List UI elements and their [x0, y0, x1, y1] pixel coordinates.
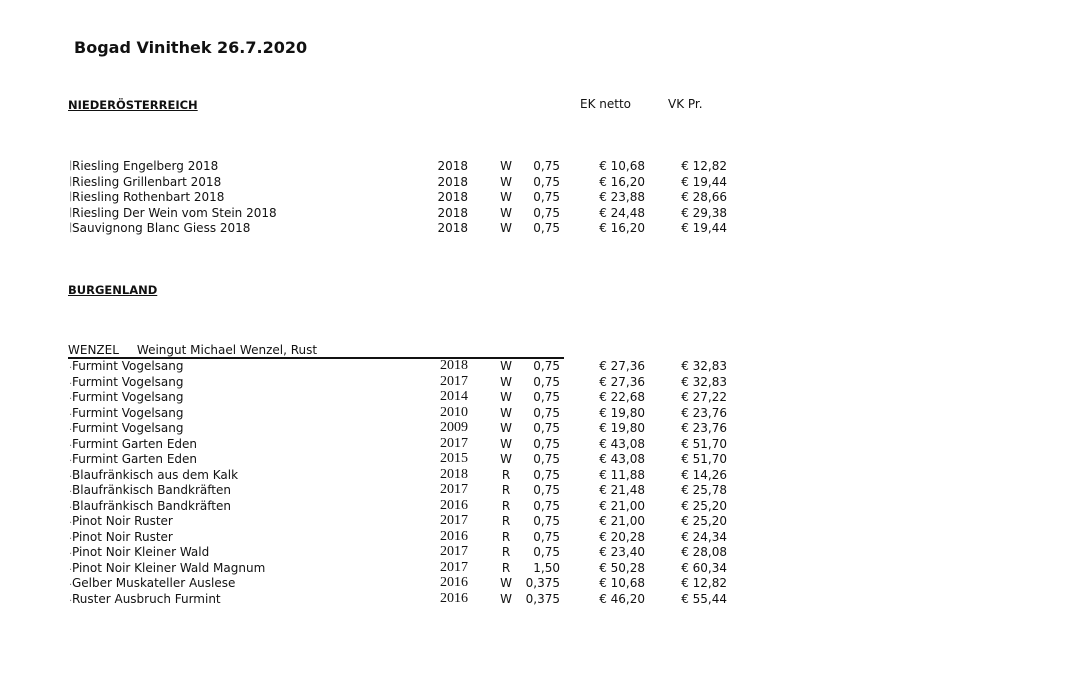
vintage-year: 2010: [440, 404, 468, 420]
bottle-size: 1,50: [533, 560, 560, 575]
bottle-size: 0,75: [533, 545, 560, 559]
table-row: [0, 530, 1080, 545]
table-row: [0, 514, 1080, 529]
bottle-size: 0,75: [533, 467, 560, 482]
bottle-size: 0,75: [533, 190, 560, 204]
wine-color: R: [501, 514, 511, 528]
ek-netto-price: € 23,88: [599, 190, 645, 204]
row-marker: .: [69, 499, 73, 511]
row-marker: .: [69, 468, 73, 480]
wine-color: W: [500, 221, 512, 235]
wine-name: Ruster Ausbruch Furmint: [72, 591, 221, 606]
table-row: [0, 421, 1080, 436]
bottle-size: 0,75: [533, 498, 560, 513]
bottle-size: 0,375: [525, 576, 560, 590]
row-marker: .: [69, 592, 73, 604]
vintage-year: 2018: [437, 205, 468, 220]
table-row: [0, 206, 1080, 221]
wine-name: Furmint Vogelsang: [72, 374, 184, 389]
vintage-year: 2017: [440, 482, 468, 497]
vintage-year: 2009: [440, 420, 468, 435]
column-header-vk-price: VK Pr.: [668, 97, 703, 111]
vk-price: € 55,44: [681, 591, 727, 606]
wine-color: W: [500, 405, 512, 420]
vk-price: € 27,22: [681, 390, 727, 404]
wine-color: R: [501, 483, 511, 497]
wine-name: Blaufränkisch Bandkräften: [72, 498, 231, 513]
bottle-size: 0,75: [533, 159, 560, 173]
vintage-year: 2017: [440, 513, 468, 528]
column-header-ek-netto: EK netto: [580, 97, 632, 111]
ek-netto-price: € 21,00: [599, 498, 645, 513]
ek-netto-price: € 19,80: [599, 405, 645, 420]
ek-netto-price: € 10,68: [599, 159, 645, 173]
row-marker: .: [69, 422, 73, 433]
wine-color: R: [501, 560, 511, 575]
row-marker: |: [69, 206, 73, 218]
vk-price: € 23,76: [681, 405, 727, 420]
wine-name: Furmint Vogelsang: [72, 421, 184, 435]
vintage-year: 2018: [437, 174, 468, 189]
wine-name: Riesling Rothenbart 2018: [72, 190, 225, 204]
row-marker: |: [69, 222, 73, 233]
wine-name: Riesling Der Wein vom Stein 2018: [72, 205, 277, 220]
bottle-size: 0,75: [533, 174, 560, 189]
table-row: [0, 483, 1080, 498]
vintage-year: 2016: [440, 575, 468, 590]
vk-price: € 24,34: [681, 529, 727, 544]
table-row: [0, 561, 1080, 576]
table-row: [0, 221, 1080, 236]
vk-price: € 25,20: [681, 514, 727, 528]
vk-price: € 29,38: [681, 205, 727, 220]
vk-price: € 14,26: [681, 467, 727, 482]
wine-color: W: [500, 359, 512, 373]
bottle-size: 0,75: [533, 529, 560, 544]
row-marker: |: [69, 160, 73, 171]
vintage-year: 2018: [437, 159, 468, 173]
wine-color: W: [500, 174, 512, 189]
wine-color: W: [500, 576, 512, 590]
table-row: [0, 390, 1080, 405]
wine-name: Pinot Noir Ruster: [72, 514, 173, 528]
table-row: [0, 375, 1080, 390]
row-marker: |: [69, 191, 73, 202]
wine-color: W: [500, 205, 512, 220]
vk-price: € 32,83: [681, 359, 727, 373]
vintage-year: 2016: [440, 528, 468, 544]
row-marker: .: [69, 577, 73, 588]
vintage-year: 2018: [440, 466, 468, 482]
table-row: [0, 359, 1080, 374]
ek-netto-price: € 46,20: [599, 591, 645, 606]
vintage-year: 2017: [440, 373, 468, 389]
vk-price: € 19,44: [681, 221, 727, 235]
wine-color: R: [501, 498, 511, 513]
vk-price: € 19,44: [681, 174, 727, 189]
bottle-size: 0,75: [533, 405, 560, 420]
producer-header: [68, 343, 317, 357]
ek-netto-price: € 20,28: [599, 529, 645, 544]
wine-name: Riesling Grillenbart 2018: [72, 174, 222, 189]
table-row: [0, 592, 1080, 607]
producer-code: WENZEL: [68, 343, 119, 357]
vk-price: € 32,83: [681, 374, 727, 389]
wine-name: Pinot Noir Ruster: [72, 529, 173, 544]
bottle-size: 0,75: [533, 374, 560, 389]
wine-name: Blaufränkisch aus dem Kalk: [72, 467, 239, 482]
producer-name: Weingut Michael Wenzel, Rust: [136, 343, 318, 357]
bottle-size: 0,75: [533, 205, 560, 220]
vk-price: € 12,82: [681, 159, 727, 173]
ek-netto-price: € 43,08: [599, 452, 645, 466]
vintage-year: 2018: [440, 358, 468, 373]
bottle-size: 0,75: [533, 421, 560, 435]
bottle-size: 0,75: [533, 483, 560, 497]
bottle-size: 0,75: [533, 359, 560, 373]
table-row: [0, 437, 1080, 452]
wine-name: Pinot Noir Kleiner Wald: [72, 545, 210, 559]
table-row: [0, 468, 1080, 483]
row-marker: .: [69, 437, 73, 449]
section-heading-burgenland: BURGENLAND: [68, 283, 158, 297]
bottle-size: 0,75: [533, 221, 560, 235]
vk-price: € 23,76: [681, 421, 727, 435]
wine-color: W: [500, 591, 512, 606]
wine-color: W: [500, 436, 512, 451]
row-marker: .: [69, 546, 73, 557]
wine-name: Sauvignong Blanc Giess 2018: [72, 221, 251, 235]
wine-color: W: [500, 159, 512, 173]
vintage-year: 2017: [440, 435, 468, 451]
ek-netto-price: € 21,00: [599, 514, 645, 528]
wine-color: R: [501, 529, 511, 544]
vintage-year: 2018: [437, 221, 468, 235]
ek-netto-price: € 16,20: [599, 174, 645, 189]
table-row: [0, 190, 1080, 205]
wine-name: Furmint Garten Eden: [72, 452, 198, 466]
ek-netto-price: € 23,40: [599, 545, 645, 559]
wine-color: W: [500, 190, 512, 204]
row-marker: .: [69, 406, 73, 418]
row-marker: .: [69, 391, 73, 402]
wine-name: Pinot Noir Kleiner Wald Magnum: [72, 560, 266, 575]
vk-price: € 51,70: [681, 436, 727, 451]
wine-name: Blaufränkisch Bandkräften: [72, 483, 231, 497]
ek-netto-price: € 50,28: [599, 560, 645, 575]
ek-netto-price: € 43,08: [599, 436, 645, 451]
wine-color: W: [500, 452, 512, 466]
row-marker: .: [69, 375, 73, 387]
ek-netto-price: € 11,88: [599, 467, 645, 482]
row-marker: .: [69, 561, 73, 573]
row-marker: |: [69, 175, 73, 187]
vintage-year: 2018: [437, 190, 468, 204]
ek-netto-price: € 16,20: [599, 221, 645, 235]
vk-price: € 51,70: [681, 452, 727, 466]
bottle-size: 0,75: [533, 436, 560, 451]
wine-name: Furmint Vogelsang: [72, 405, 184, 420]
document-title: Bogad Vinithek 26.7.2020: [74, 38, 308, 57]
vk-price: € 60,34: [681, 560, 727, 575]
vintage-year: 2016: [440, 590, 468, 606]
row-marker: .: [69, 360, 73, 371]
vk-price: € 12,82: [681, 576, 727, 590]
table-row: [0, 452, 1080, 467]
wine-color: R: [501, 467, 511, 482]
vintage-year: 2015: [440, 451, 468, 466]
row-marker: .: [69, 530, 73, 542]
table-row: [0, 499, 1080, 514]
ek-netto-price: € 19,80: [599, 421, 645, 435]
vk-price: € 25,20: [681, 498, 727, 513]
ek-netto-price: € 27,36: [599, 374, 645, 389]
vk-price: € 28,66: [681, 190, 727, 204]
vk-price: € 25,78: [681, 483, 727, 497]
wine-name: Riesling Engelberg 2018: [72, 159, 219, 173]
wine-name: Furmint Garten Eden: [72, 436, 198, 451]
bottle-size: 0,375: [525, 591, 560, 606]
row-marker: .: [69, 453, 73, 464]
vintage-year: 2017: [440, 544, 468, 559]
ek-netto-price: € 27,36: [599, 359, 645, 373]
bottle-size: 0,75: [533, 452, 560, 466]
wine-name: Gelber Muskateller Auslese: [72, 576, 236, 590]
wine-color: R: [501, 545, 511, 559]
vk-price: € 28,08: [681, 545, 727, 559]
bottle-size: 0,75: [533, 390, 560, 404]
table-row: [0, 406, 1080, 421]
ek-netto-price: € 21,48: [599, 483, 645, 497]
table-row: [0, 576, 1080, 591]
wine-color: W: [500, 390, 512, 404]
row-marker: .: [69, 484, 73, 495]
section-heading-niederoesterreich: NIEDERÖSTERREICH: [68, 98, 198, 112]
wine-color: W: [500, 374, 512, 389]
wine-name: Furmint Vogelsang: [72, 359, 184, 373]
bottle-size: 0,75: [533, 514, 560, 528]
vintage-year: 2014: [440, 389, 468, 404]
ek-netto-price: € 10,68: [599, 576, 645, 590]
row-marker: .: [69, 515, 73, 526]
wine-color: W: [500, 421, 512, 435]
table-row: [0, 159, 1080, 174]
ek-netto-price: € 22,68: [599, 390, 645, 404]
wine-name: Furmint Vogelsang: [72, 390, 184, 404]
vintage-year: 2017: [440, 559, 468, 575]
ek-netto-price: € 24,48: [599, 205, 645, 220]
table-row: [0, 175, 1080, 190]
vintage-year: 2016: [440, 497, 468, 513]
table-row: [0, 545, 1080, 560]
